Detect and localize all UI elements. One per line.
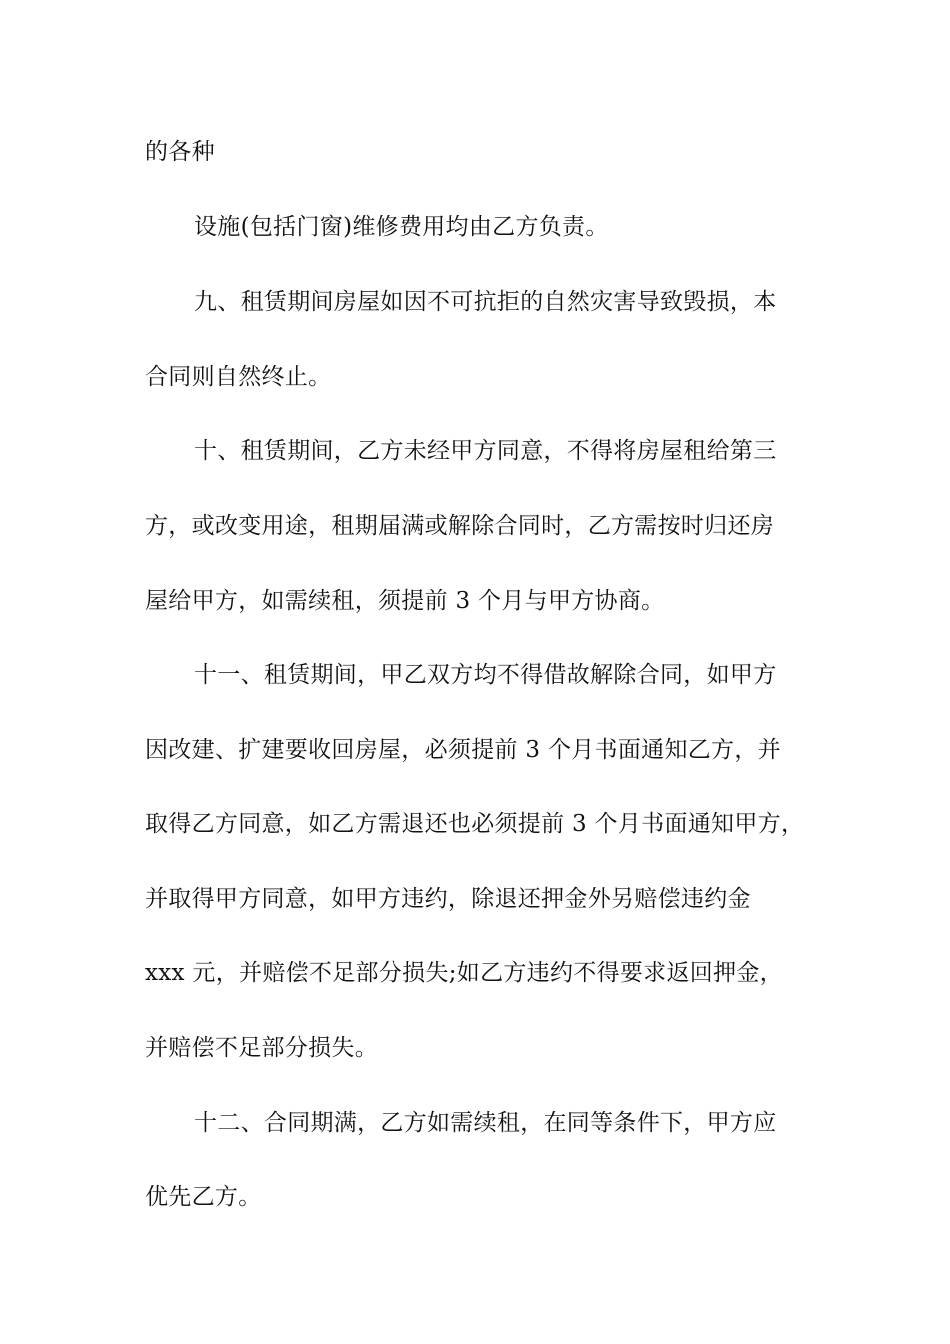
clause-10-line: 十、租赁期间，乙方未经甲方同意，不得将房屋租给第三 [194, 438, 777, 464]
clause-9-line: 九、租赁期间房屋如因不可抗拒的自然灾害导致毁损，本 [194, 289, 777, 315]
clause-11-line: 十一、租赁期间，甲乙双方均不得借故解除合同，如甲方 [194, 662, 777, 688]
text-line: 并取得甲方同意，如甲方违约，除退还押金外另赔偿违约金 [145, 886, 751, 912]
text-line: 取得乙方同意，如乙方需退还也必须提前 3 个月书面通知甲方， [145, 811, 805, 837]
text-line: 方，或改变用途，租期届满或解除合同时，乙方需按时归还房 [145, 513, 775, 539]
text-line: 屋给甲方，如需续租，须提前 3 个月与甲方协商。 [145, 588, 665, 614]
text-line: 并赔偿不足部分损失。 [145, 1035, 378, 1061]
text-line: 优先乙方。 [145, 1184, 262, 1210]
clause-12-line: 十二、合同期满，乙方如需续租，在同等条件下，甲方应 [194, 1110, 777, 1136]
text-line: 因改建、扩建要收回房屋，必须提前 3 个月书面通知乙方，并 [145, 737, 781, 763]
text-line: 的各种 [145, 139, 215, 165]
text-line: 合同则自然终止。 [145, 364, 332, 390]
text-line: xxx 元，并赔偿不足部分损失;如乙方违约不得要求返回押金， [145, 960, 783, 986]
text-line: 设施(包括门窗)维修费用均由乙方负责。 [194, 214, 609, 240]
